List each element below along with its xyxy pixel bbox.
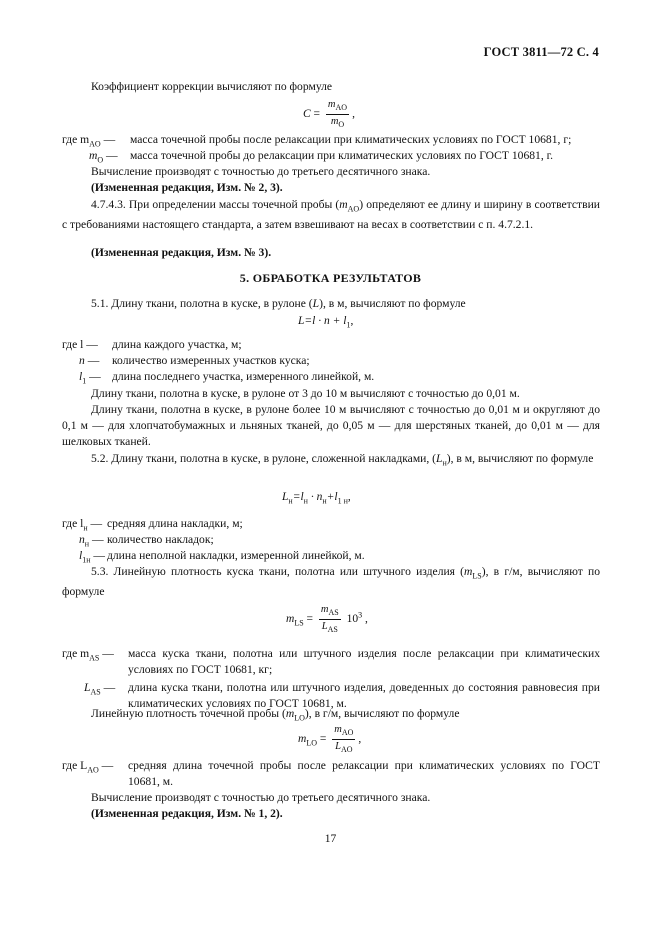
- where-item: где $l_н$ — средняя длина накладки, м;: [62, 517, 243, 533]
- paragraph-5-2: 5.2. Длину ткани, полотна в куске, в рулоне, сложенной накладками, $(L_н)$, в м, вычисляют по формуле: [91, 452, 594, 468]
- formula-length-folded: $L_н=l_н \cdot n_н+l_{1 н}$,: [282, 491, 351, 506]
- amendment-note: (Измененная редакция, Изм. № 2, 3).: [91, 181, 283, 194]
- amendment-note: (Измененная редакция, Изм. № 3).: [91, 246, 272, 259]
- precision-note: Вычисление производят с точностью до третьего десятичного знака.: [91, 165, 431, 178]
- section-heading: 5. ОБРАБОТКА РЕЗУЛЬТАТОВ: [239, 271, 422, 285]
- formula-correction: C = $\frac{m_{AO}}{m_O}$ ,: [303, 99, 355, 130]
- page-number: 17: [324, 833, 337, 845]
- precision-note: Длину ткани, полотна в куске, в рулоне от 3 до 10 м вычисляют с точностью до 0,01 м.: [91, 387, 520, 400]
- where-item: где $m_{AS}$ — масса куска ткани, полотна или штучного изделия после релаксации при климатических условиях по ГОСТ 10681, кг;: [62, 647, 600, 676]
- where-item: $l_1$ — длина последнего участка, измеренного линейкой, м.: [79, 370, 375, 386]
- where-item: n — количество измеренных участков куска;: [79, 354, 310, 367]
- amendment-note: (Измененная редакция, Изм. № 1, 2).: [91, 807, 283, 820]
- formula-point-density: $m_{LO}$ = $\frac{m_{AO}}{L_{AO}}$ ,: [298, 724, 362, 755]
- intro-text: Коэффициент коррекции вычисляют по формуле: [91, 80, 333, 93]
- where-item: где l — длина каждого участка, м;: [62, 338, 242, 351]
- paragraph-5-3: 5.3. Линейную плотность куска ткани, полотна или штучного изделия $(m_{LS})$, в г/м, вычисляют по формуле: [62, 565, 600, 599]
- paragraph-rounding: Длину ткани, полотна в куске, в рулоне более 10 м вычисляют с точностью до 0,01 м и округляют до 0,1 м — для хлопчатобумажных и льняных тканей, до 0,05 м — для шерстяных тканей, до 0,01 м — для шелковых тканей.: [62, 403, 600, 448]
- where-item: $n_н$ — количество накладок;: [79, 533, 214, 549]
- formula-length: $L=l \cdot n + l_1$,: [298, 315, 354, 330]
- formula-linear-density: $m_{LS}$ = $\frac{m_{AS}}{L_{AS}}$ $10^3$ ,: [286, 604, 368, 635]
- where-item: $L_{AS}$ — длина куска ткани, полотна или штучного изделия, доведенных до состояния равновесия при климатических условиях по ГОСТ 10681, м.: [84, 681, 600, 710]
- where-item: $m_O$ — масса точечной пробы до релаксации при климатических условиях по ГОСТ 10681, г.: [89, 149, 554, 165]
- paragraph-4-7-4-3: 4.7.4.3. При определении массы точечной пробы $(m_{AO})$ определяют ее длину и ширину в соответствии с требованиями настоящего стандарта, а затем взвешивают на весах в соответствии с п. 4.7.2.1.: [62, 198, 600, 232]
- paragraph-point-density: Линейную плотность точечной пробы $(m_{LO})$, в г/м, вычисляют по формуле: [91, 707, 460, 723]
- precision-note: Вычисление производят с точностью до третьего десятичного знака.: [91, 791, 431, 804]
- where-item: где $L_{AO}$ — средняя длина точечной пробы после релаксации при климатических условиях по ГОСТ 10681, м.: [62, 759, 600, 788]
- document-header: ГОСТ 3811—72 С. 4: [483, 45, 599, 59]
- where-item: $l_{1н}$ — длина неполной накладки, измеренной линейкой, м.: [79, 549, 365, 565]
- where-item: где $m_{AO}$ — масса точечной пробы после релаксации при климатических условиях по ГОСТ 10681, г;: [62, 133, 572, 149]
- paragraph-5-1: 5.1. Длину ткани, полотна в куске, в рулоне (L), в м, вычисляют по формуле: [91, 297, 466, 310]
